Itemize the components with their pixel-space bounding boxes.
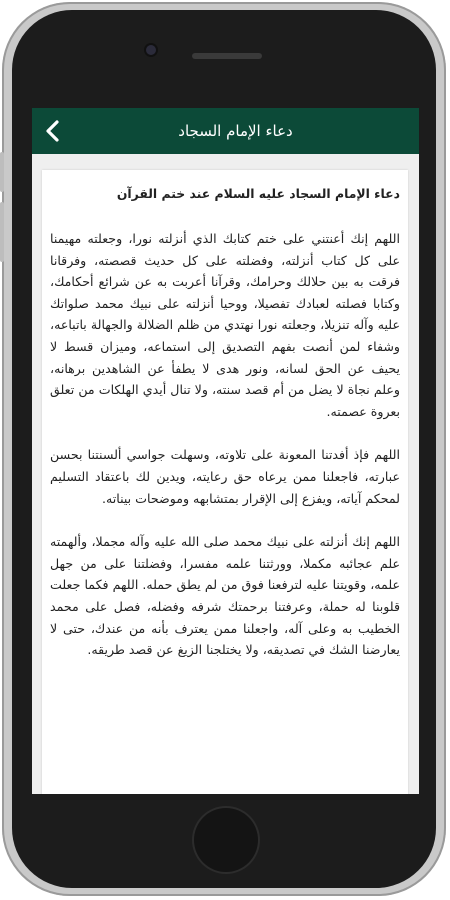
- volume-button: [0, 202, 4, 262]
- dua-text-container: [50, 184, 400, 683]
- dua-paragraph: اللهم فإذ أفدتنا المعونة على تلاوته، وسهلت جواسي ألسنتنا بحسن عبارته، فاجعلنا ممن يرعاه حق رعايته، ويدين لك باعتقاد التسليم لمحكم آياته، ويفزع إلى الإقرار بمتشابهه وموضحات بيناته.: [50, 447, 400, 506]
- dua-paragraph: اللهم إنك أعنتني على ختم كتابك الذي أنزلته نورا، وجعلته مهيمنا على كل كتاب أنزلته، وفضلته على كل حديث قصصته، وفرقانا فرقت به بين حلالك وحرامك، وقرآنا أعربت به عن شرائع أحكامك، وكتابا فصلته لعبادك تفصيلا، ووحيا أنزلته على نبيك محمد صلواتك عليه وآله تنزيلا، وجعلته نورا نهتدي من ظلم الضلالة والجهالة باتباعه، وشفاء لمن أنصت بفهم التصديق إلى استماعه، وميزان قسط لا يحيف عن الحق لسانه، ونور هدى لا يطفأ عن الشاهدين برهانه، وعلم نجاة لا يضل من أم قصد سنته، ولا تنال أيدي الهلكات من تعلق بعروة عصمته.: [50, 231, 400, 419]
- app-bar: [32, 108, 419, 154]
- front-camera: [146, 45, 156, 55]
- dua-heading: دعاء الإمام السجاد عليه السلام عند ختم القرآن: [116, 186, 400, 201]
- home-button[interactable]: [194, 808, 258, 872]
- chevron-left-icon: [38, 113, 72, 149]
- earpiece-speaker: [192, 53, 262, 59]
- dua-paragraph: اللهم إنك أنزلته على نبيك محمد صلى الله عليه وآله مجملا، وألهمته علم عجائبه مكملا، وورثتنا علمه مفسرا، وفضلتنا على من جهل علمه، وقويتنا عليه لترفعنا فوق من لم يطق حمله. اللهم فكما جعلت قلوبنا له حملة، وعرفتنا برحمتك شرفه وفضله، فصل على محمد الخطيب به وعلى آله، واجعلنا ممن يعترف بأنه من عندك، حتى لا يعارضنا الشك في تصديقه، ولا يختلجنا الزيغ عن قصد طريقه.: [50, 534, 400, 658]
- back-button[interactable]: [38, 113, 72, 149]
- content-card: [42, 170, 408, 794]
- app-screen: [32, 108, 419, 794]
- page-title: دعاء الإمام السجاد: [178, 122, 293, 140]
- power-button: [0, 152, 4, 192]
